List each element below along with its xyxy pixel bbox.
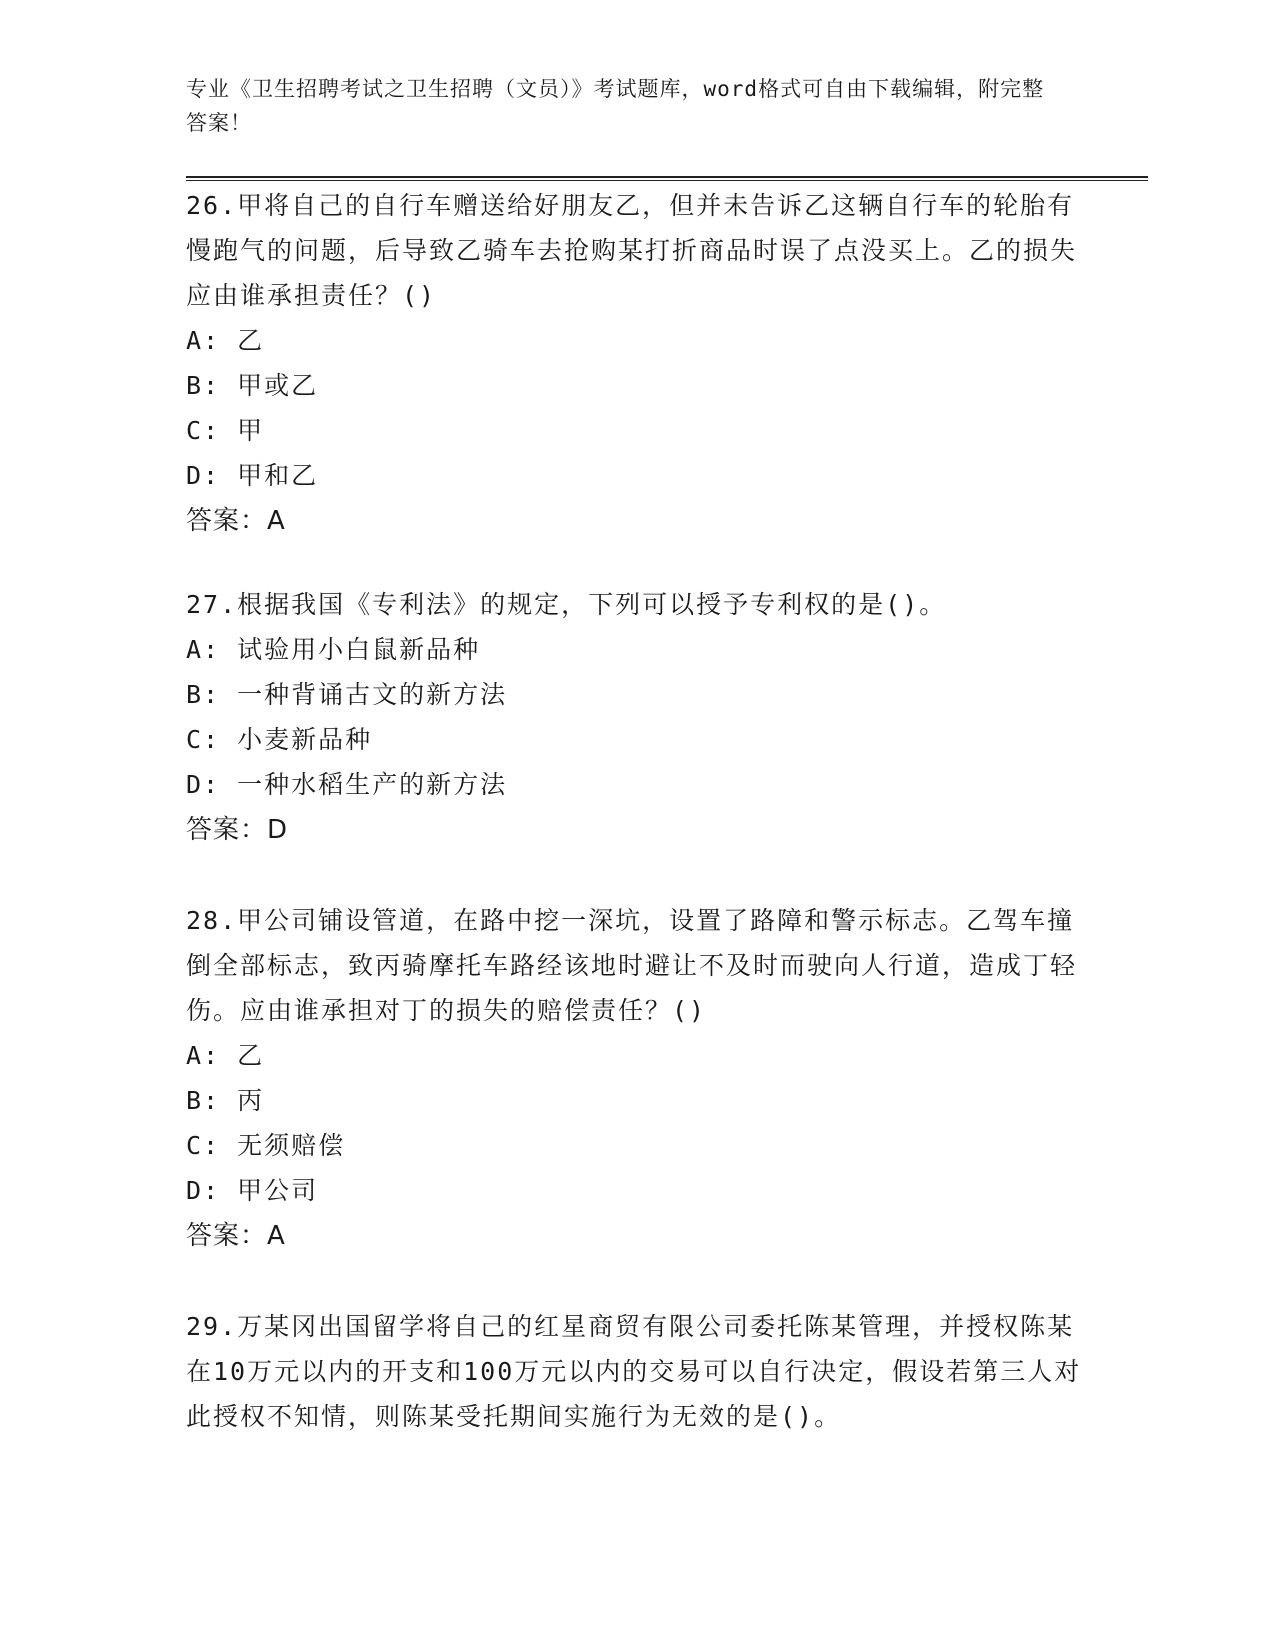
option-a: A: 试验用小白鼠新品种: [186, 635, 481, 664]
question-29: [186, 1304, 1086, 1439]
option-d: D: 一种水稻生产的新方法: [186, 770, 508, 799]
option-d: D: 甲和乙: [186, 461, 319, 490]
question-28: [186, 898, 1086, 1259]
question-26: [186, 183, 1086, 544]
header-divider: [186, 176, 1148, 181]
question-stem: 29.万某冈出国留学将自己的红星商贸有限公司委托陈某管理，并授权陈某在10万元以内的开支和100万元以内的交易可以自行决定，假设若第三人对此授权不知情，则陈某受托期间实施行为无效的是()。: [186, 1312, 1082, 1431]
option-a: A: 乙: [186, 326, 265, 355]
option-d: D: 甲公司: [186, 1176, 319, 1205]
answer-line: 答案：A: [186, 1221, 286, 1251]
option-list: [186, 627, 1086, 807]
option-c: C: 甲: [186, 416, 265, 445]
option-c: C: 小麦新品种: [186, 725, 373, 754]
option-b: B: 甲或乙: [186, 371, 319, 400]
option-list: [186, 1033, 1086, 1213]
option-b: B: 丙: [186, 1086, 265, 1115]
option-b: B: 一种背诵古文的新方法: [186, 680, 508, 709]
question-stem: 27.根据我国《专利法》的规定，下列可以授予专利权的是()。: [186, 590, 947, 619]
option-a: A: 乙: [186, 1041, 265, 1070]
document-header: 专业《卫生招聘考试之卫生招聘（文员）》考试题库，word格式可自由下载编辑，附完整答案！: [186, 77, 1045, 135]
answer-line: 答案：A: [186, 506, 286, 536]
question-stem: 26.甲将自己的自行车赠送给好朋友乙，但并未告诉乙这辆自行车的轮胎有慢跑气的问题，后导致乙骑车去抢购某打折商品时误了点没买上。乙的损失应由谁承担责任？(): [186, 191, 1078, 310]
option-c: C: 无须赔偿: [186, 1131, 346, 1160]
answer-line: 答案：D: [186, 815, 289, 845]
option-list: [186, 318, 1086, 498]
question-stem: 28.甲公司铺设管道，在路中挖一深坑，设置了路障和警示标志。乙驾车撞倒全部标志，致丙骑摩托车路经该地时避让不及时而驶向人行道，造成丁轻伤。应由谁承担对丁的损失的赔偿责任？(): [186, 906, 1078, 1025]
question-27: [186, 582, 1086, 853]
